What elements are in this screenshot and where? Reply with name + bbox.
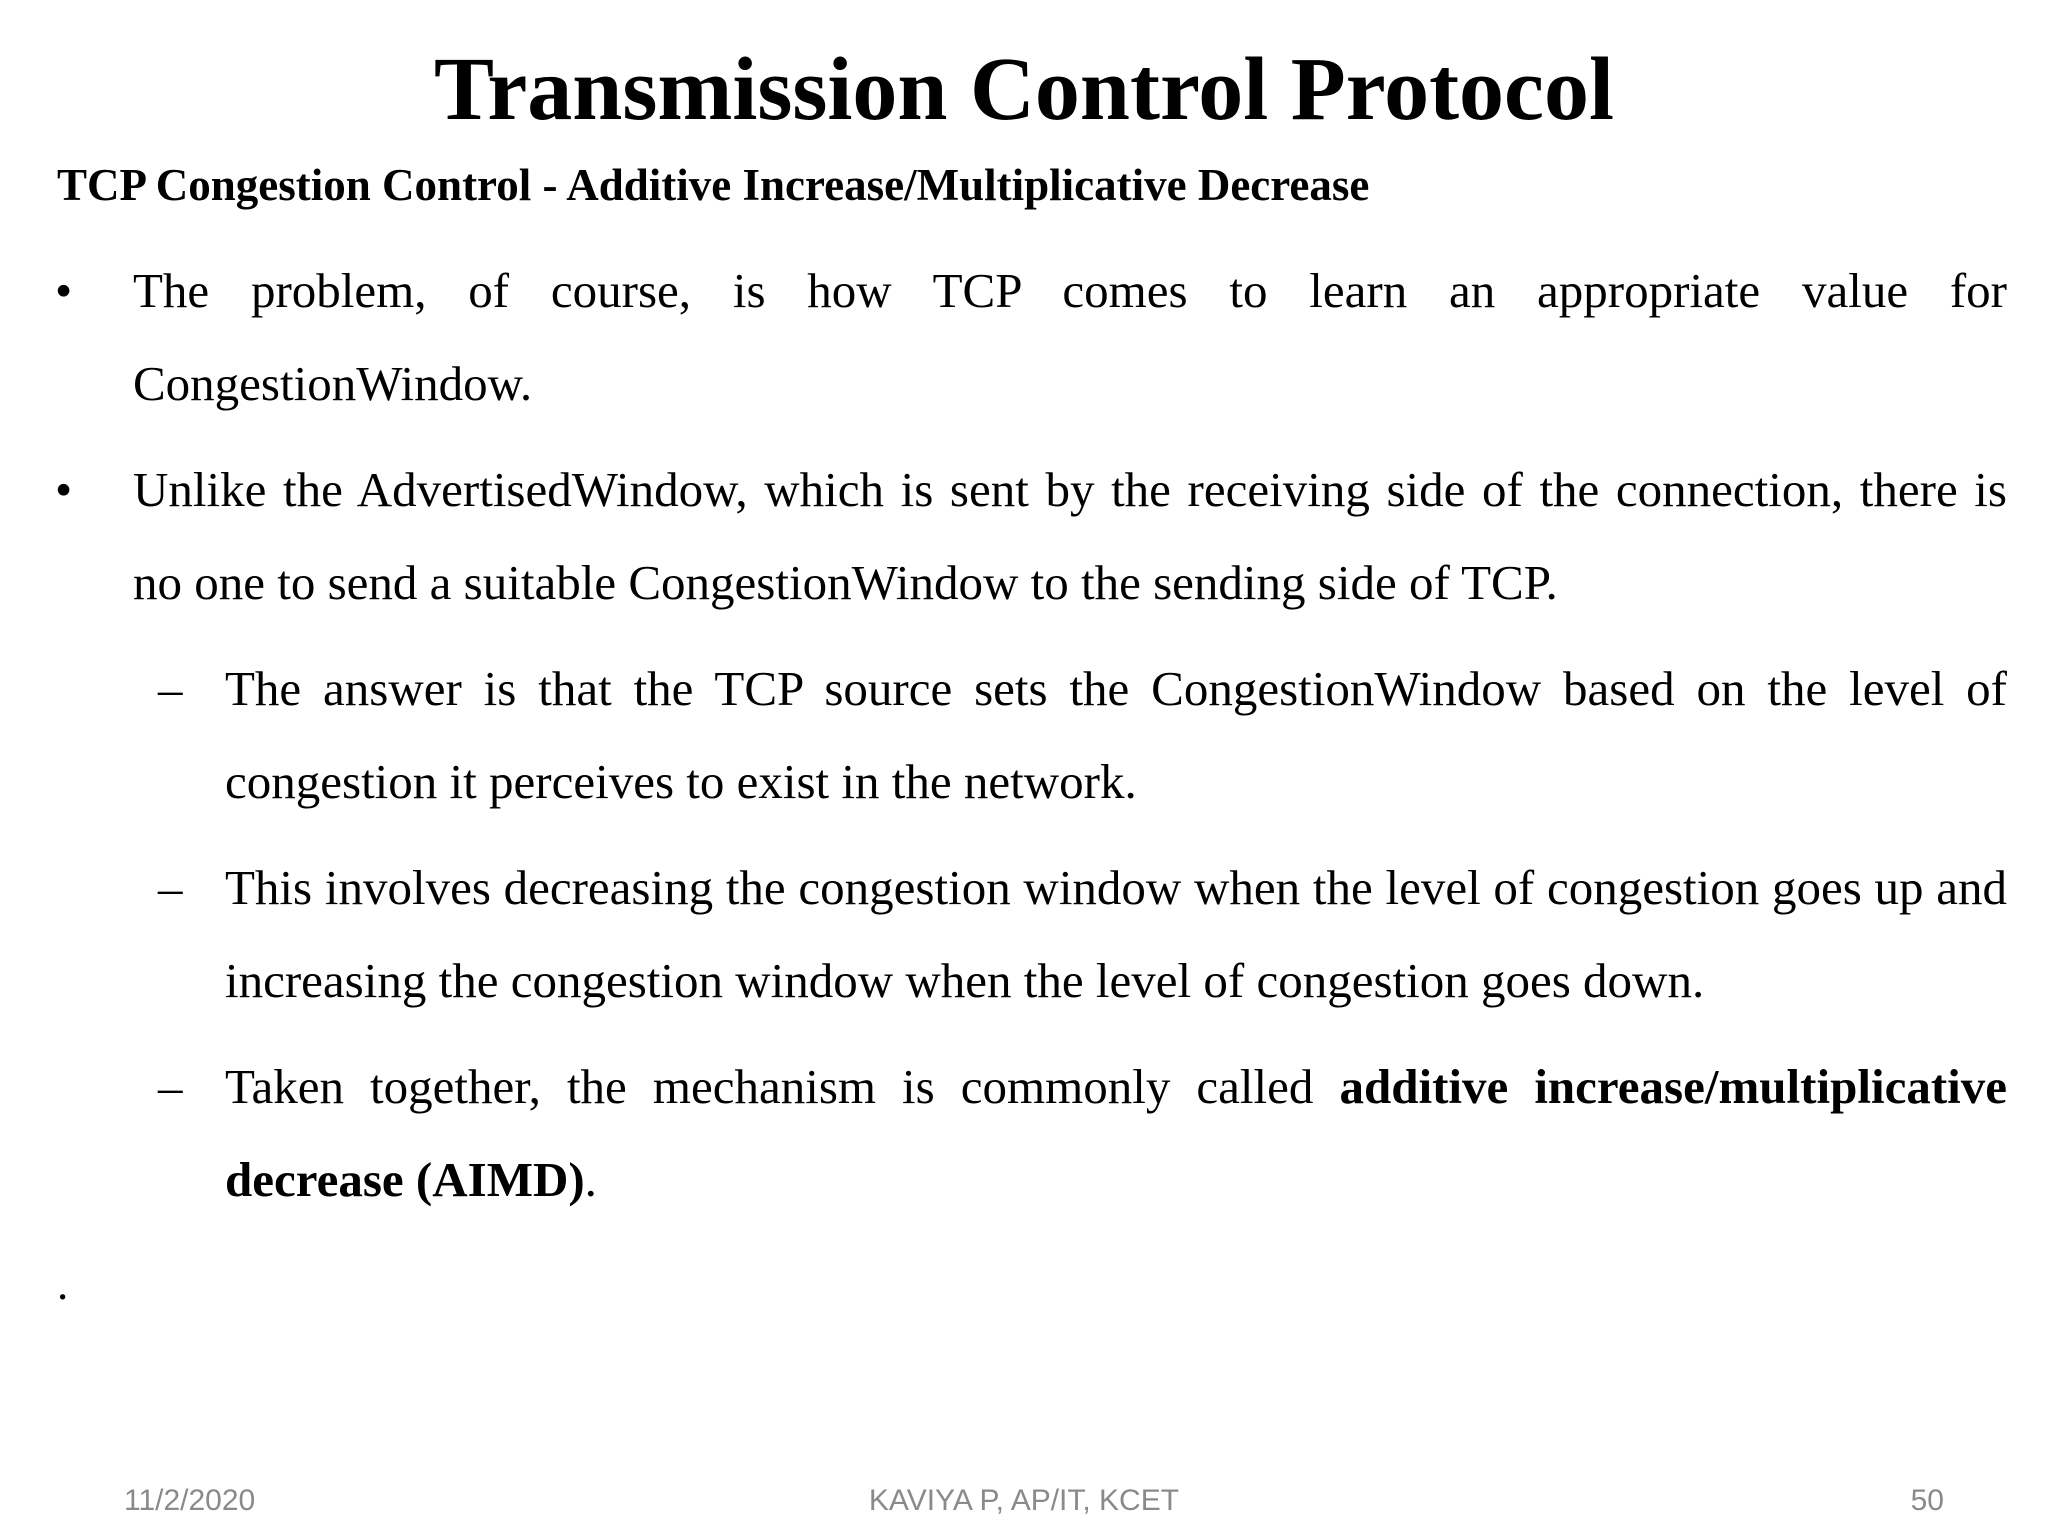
aimd-term: additive increase/multiplicative decrease (AIMD) (225, 1059, 2007, 1207)
sub-bullet-text: This involves decreasing the congestion window when the level of congestion goes up and increasing the congestion window when the level of congestion goes down. (225, 860, 2007, 1008)
footer-date: 11/2/2020 (124, 1484, 256, 1517)
bullet-marker: • (55, 263, 73, 318)
sub-bullet-text-after: . (584, 1152, 597, 1207)
dash-marker: – (158, 661, 183, 716)
sub-bullet-text-before: Taken together, the mechanism is commonly called (225, 1059, 1340, 1114)
bullet-marker: • (55, 462, 73, 517)
bullet-item (55, 244, 2007, 430)
bullet-text: The problem, of course, is how TCP comes to learn an appropriate value for CongestionWindow. (133, 263, 2007, 411)
dash-marker: – (158, 860, 183, 915)
stray-period: . (57, 1259, 69, 1309)
dash-marker: – (158, 1059, 183, 1114)
slide-content (0, 244, 2048, 1239)
footer-author: KAVIYA P, AP/IT, KCET (868, 1484, 1180, 1517)
sub-bullet-item (158, 1040, 2007, 1226)
slide-subtitle: TCP Congestion Control - Additive Increase/Multiplicative Decrease (57, 160, 1370, 210)
sub-bullet-text: The answer is that the TCP source sets the CongestionWindow based on the level of congestion it perceives to exist in the network. (225, 661, 2007, 809)
bullet-text: Unlike the AdvertisedWindow, which is sent by the receiving side of the connection, there is no one to send a suitable CongestionWindow to the sending side of TCP. (133, 462, 2007, 610)
footer-page-number: 50 (1910, 1484, 1944, 1517)
bullet-item (55, 443, 2007, 629)
sub-bullet-item (158, 642, 2007, 828)
slide-title: Transmission Control Protocol (433, 40, 1615, 139)
sub-bullet-item (158, 841, 2007, 1027)
